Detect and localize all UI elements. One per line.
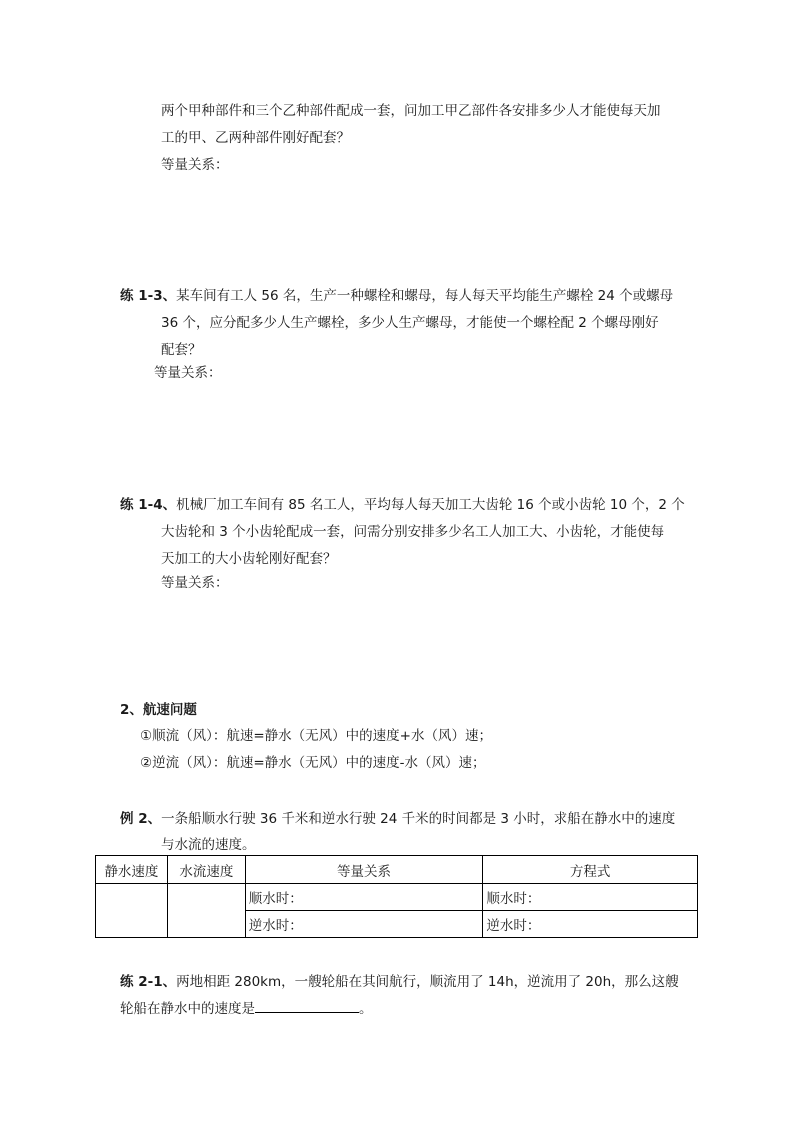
table-cell-current-speed[interactable] — [167, 884, 245, 938]
section-2-title: 2、航速问题 — [120, 702, 197, 718]
example-2-line-1: 一条船顺水行驶 36 千米和逆水行驶 24 千米的时间都是 3 小时，求船在静水中的速度 — [161, 811, 676, 827]
exercise-2-1-line-2-text: 轮船在静水中的速度是 — [120, 1001, 255, 1017]
section-2-rule-2: ②逆流（风）：航速=静水（无风）中的速度-水（风）速； — [140, 755, 486, 771]
example-2 — [120, 807, 675, 827]
table-cell-relation-upstream[interactable]: 逆水时： — [245, 911, 483, 938]
exercise-1-3 — [120, 284, 673, 304]
example-2-table — [95, 855, 698, 938]
exercise-2-1-line-2-end: 。 — [359, 1001, 373, 1017]
intro-relation-label: 等量关系： — [161, 157, 229, 173]
intro-line-2: 工的甲、乙两种部件刚好配套？ — [161, 130, 350, 146]
exercise-1-4-relation-label: 等量关系： — [161, 575, 229, 591]
section-2-rule-1: ①顺流（风）：航速=静水（无风）中的速度+水（风）速； — [140, 728, 492, 744]
table-header-row — [96, 856, 698, 884]
table-header-equation: 方程式 — [483, 856, 698, 884]
exercise-1-4 — [120, 493, 685, 513]
exercise-1-4-line-3: 天加工的大小齿轮刚好配套？ — [161, 551, 337, 567]
table-row — [96, 884, 698, 911]
table-header-still-water-speed: 静水速度 — [96, 856, 168, 884]
intro-line-1: 两个甲种部件和三个乙种部件配成一套，问加工甲乙部件各安排多少人才能使每天加 — [161, 103, 661, 119]
exercise-2-1-line-2 — [120, 997, 373, 1017]
exercise-1-4-line-1: 机械厂加工车间有 85 名工人，平均每人每天加工大齿轮 16 个或小齿轮 10 个，2 个 — [176, 497, 685, 513]
example-2-label: 例 2、 — [120, 811, 162, 827]
table-cell-equation-upstream[interactable]: 逆水时： — [483, 911, 698, 938]
table-header-relation: 等量关系 — [245, 856, 483, 884]
table-header-current-speed: 水流速度 — [167, 856, 245, 884]
table-cell-relation-downstream[interactable]: 顺水时： — [245, 884, 483, 911]
exercise-2-1-line-1: 两地相距 280km，一艘轮船在其间航行，顺流用了 14h，逆流用了 20h，那么这艘 — [176, 974, 679, 990]
answer-blank[interactable] — [255, 998, 359, 1013]
example-2-line-2: 与水流的速度。 — [161, 837, 256, 853]
exercise-1-4-label: 练 1-4、 — [120, 497, 177, 513]
exercise-1-3-line-1: 某车间有工人 56 名，生产一种螺栓和螺母，每人每天平均能生产螺栓 24 个或螺母 — [176, 288, 674, 304]
table-cell-still-water-speed[interactable] — [96, 884, 168, 938]
exercise-1-3-line-2: 36 个，应分配多少人生产螺栓，多少人生产螺母，才能使一个螺栓配 2 个螺母刚好 — [161, 315, 659, 331]
exercise-1-3-line-3: 配套？ — [161, 342, 202, 358]
table-cell-equation-downstream[interactable]: 顺水时： — [483, 884, 698, 911]
exercise-2-1-label: 练 2-1、 — [120, 974, 177, 990]
exercise-1-4-line-2: 大齿轮和 3 个小齿轮配成一套，问需分别安排多少名工人加工大、小齿轮，才能使每 — [161, 524, 665, 540]
exercise-1-3-relation-label: 等量关系： — [154, 365, 222, 381]
exercise-1-3-label: 练 1-3、 — [120, 288, 177, 304]
exercise-2-1 — [120, 970, 679, 990]
